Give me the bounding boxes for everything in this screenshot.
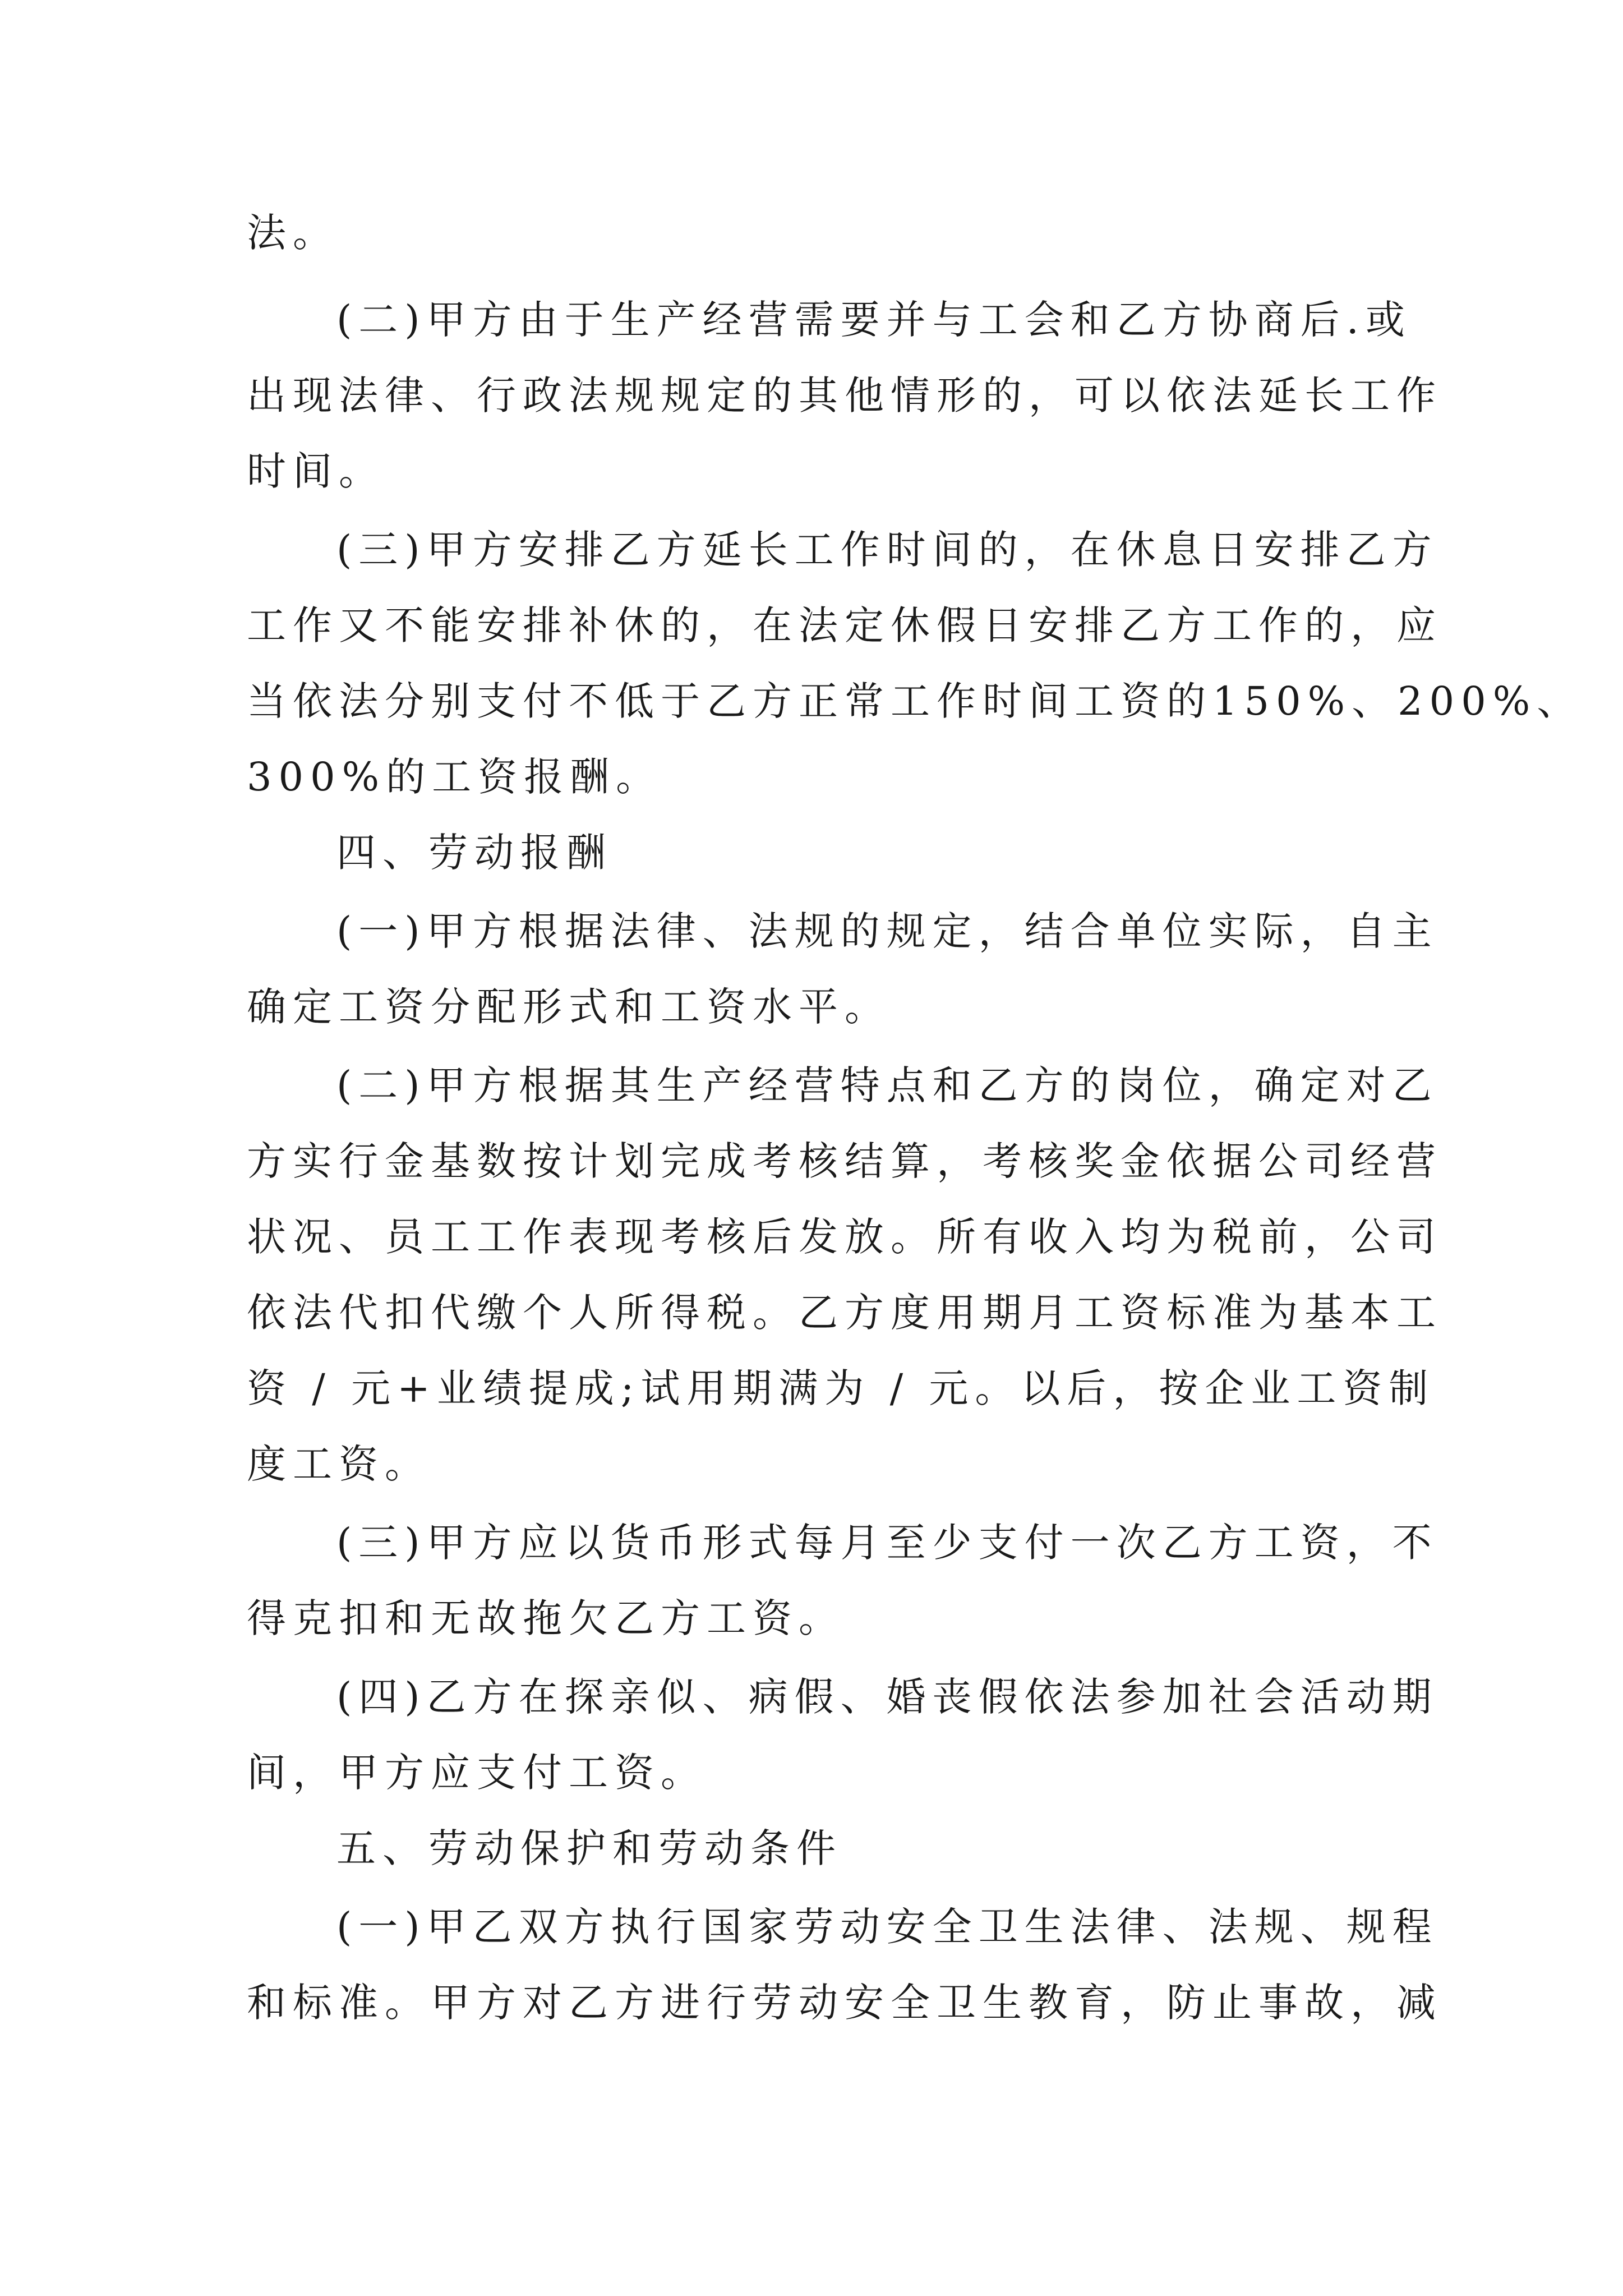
text-line: 依法代扣代缴个人所得税。乙方度用期月工资标准为基本工 xyxy=(247,1290,1442,1336)
text-line: 时间。 xyxy=(247,448,385,494)
paragraph-line: (三)甲方安排乙方延长工作时间的，在休息日安排乙方 xyxy=(336,527,1438,573)
text-line: 状况、员工工作表现考核后发放。所有收入均为税前，公司 xyxy=(247,1214,1442,1260)
text-line: 300%的工资报酬。 xyxy=(247,754,662,800)
text-line-1: 法。 xyxy=(247,210,339,256)
paragraph-line: (二)甲方根据其生产经营特点和乙方的岗位，确定对乙 xyxy=(336,1062,1438,1108)
text-line: 间，甲方应支付工资。 xyxy=(247,1750,707,1796)
text-line: 确定工资分配形式和工资水平。 xyxy=(247,984,891,1030)
text-line: 当依法分别支付不低于乙方正常工作时间工资的150%、200%、 xyxy=(247,678,1583,724)
text-line: 资 / 元+业绩提成;试用期满为 / 元。以后，按企业工资制 xyxy=(247,1365,1435,1411)
paragraph-line: (一)甲乙双方执行国家劳动安全卫生法律、法规、规程 xyxy=(336,1904,1438,1950)
section-heading: 五、劳动保护和劳动条件 xyxy=(336,1825,842,1871)
paragraph-line: (三)甲方应以货币形式每月至少支付一次乙方工资，不 xyxy=(336,1520,1438,1566)
section-heading: 四、劳动报酬 xyxy=(336,830,612,876)
text-line: 度工资。 xyxy=(247,1441,431,1487)
text-line: 出现法律、行政法规规定的其他情形的，可以依法延长工作 xyxy=(247,372,1442,418)
text-line: 工作又不能安排补休的，在法定休假日安排乙方工作的，应 xyxy=(247,602,1442,648)
paragraph-line: (一)甲方根据法律、法规的规定，结合单位实际，自主 xyxy=(336,908,1438,954)
text-line: 方实行金基数按计划完成考核结算，考核奖金依据公司经营 xyxy=(247,1138,1442,1184)
paragraph-line: (二)甲方由于生产经营需要并与工会和乙方协商后.或 xyxy=(336,297,1412,343)
text-line: 得克扣和无故拖欠乙方工资。 xyxy=(247,1595,845,1641)
text-line: 和标准。甲方对乙方进行劳动安全卫生教育，防止事故，减 xyxy=(247,1980,1442,2026)
paragraph-line: (四)乙方在探亲似、病假、婚丧假依法参加社会活动期 xyxy=(336,1674,1438,1720)
